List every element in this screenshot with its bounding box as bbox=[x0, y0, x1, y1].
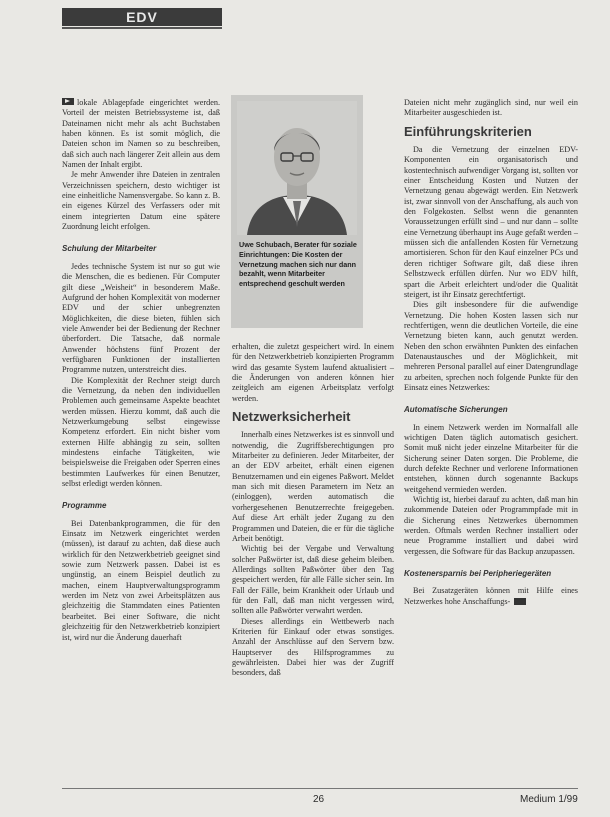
col3-paragraph-2: Da die Vernetzung der einzelnen EDV-Komponenten ein organisatorisch und kostentechnisch aufwendiger Vorgang ist, sollten vor einer Entscheidung Kosten und Nutzen der Vernetzung genau abgewägt werden. Ein Netzwerk ist, zwar sinnvoll von der Anschaffung, als auch von den Folgekosten. Selbst wenn die genannten Voraussetzungen erfüllt sind – und nur dann – sollte eine Vernetzung überhaupt ins Auge gefaßt werden – müssen sich die anfallenden Kosten für Vernetzung amortisieren. Schon für den Kauf einzelner PCs und deren richtiger Software gilt, daß diese ihren Selbstzweck erfüllen dürfen. Nur wo EDV hilft, spart die Arbeit erleichtert und/oder die Qualität steigert, ist ihr Einsatz gerechtfertigt. bbox=[404, 145, 578, 299]
col2-paragraph-4: Dieses allerdings ein Wettbewerb nach Kriterien für Einkauf oder etwas sonstiges. Anzahl der Anschlüsse auf den Servern bzw. Hauptserver des Hilfsprogrammes zu gewährleisten. Dabei hier was der Zugriff besonders, daß bbox=[232, 616, 394, 678]
continue-arrow-icon bbox=[514, 598, 526, 605]
section-rule bbox=[62, 27, 222, 29]
page-number: 26 bbox=[313, 794, 325, 805]
portrait-photo-box bbox=[231, 95, 363, 328]
col3-paragraph-1: Dateien nicht mehr zugänglich sind, nur weil ein Mitarbeiter ausgeschieden ist. bbox=[404, 98, 578, 118]
column-2 bbox=[232, 342, 394, 679]
portrait-illustration bbox=[237, 101, 357, 235]
footer-rule bbox=[62, 788, 578, 789]
subheading-programme: Programme bbox=[62, 501, 107, 511]
column-1 bbox=[62, 98, 220, 643]
col3-paragraph-5: Wichtig ist, hierbei darauf zu achten, daß man hin zukommende Dateien oder Programmpfade mit in die Sicherung eines Netzwerkes übernommen werden. Oftmals werden Rechner installiert oder neue Programme installiert und dabei wird vergessen, die Software für das Backup anzupassen. bbox=[404, 495, 578, 556]
portrait-photo bbox=[237, 101, 357, 235]
photo-caption: Uwe Schubach, Berater für soziale Einrichtungen: Die Kosten der Vernetzung machen sich nur dann bezahlt, wenn Mitarbeiter entsprechend geschult werden bbox=[239, 240, 357, 289]
col1-paragraph-3: Jedes technische System ist nur so gut wie die Menschen, die es bedienen. Für Computer gilt diese „Weisheit“ in besonderem Maße. Aufgrund der hohen Komplexität von moderner EDV und der schier unbegrenzten Möglichkeiten, die diese bieten, fühlen sich viele Anwender bei der Bedienung der Rechner überfordert. Die Tatsache, daß normale Anwender höchstens fünf Prozent der verfügbaren Funktionen der installierten Programme nutzen, unterstreicht dies. bbox=[62, 261, 220, 375]
col2-paragraph-3: Wichtig bei der Vergabe und Verwaltung solcher Paßwörter ist, daß diese geheim bleiben. Allerdings sollten Paßwörter über den Tag gespeichert werden, für alle Fälle sicher sein. Im Fall der Fälle, beim Krankheit oder Urlaub und für den Fall, daß man nicht vergessen wird, sollten alle Paßwörter verwahrt werden. bbox=[232, 544, 394, 616]
col2-paragraph-1: erhalten, die zuletzt gespeichert wird. In einem für den Netzwerkbetrieb konzipierten Programm wird das gesamte System laufend aktualisiert – die Änderungen von anderen können hier zeitgleich am eigenen Arbeitsplatz verfolgt werden. bbox=[232, 342, 394, 403]
subheading-schulung: Schulung der Mitarbeiter bbox=[62, 244, 157, 254]
col3-paragraph-6: Bei Zusatzgeräten können mit Hilfe eines Netzwerkes hohe Anschaffungs- bbox=[404, 586, 578, 606]
subheading-kostenersparnis: Kostenersparnis bei Peripheriegeräten bbox=[404, 569, 552, 579]
col1-paragraph-5: Bei Datenbankprogrammen, die für den Einsatz im Netzwerk eingerichtet werden (müssen), ist darauf zu achten, daß diese auch wirklich für den Netzwerkbetrieb geeignet sind sowie zum Netzwerk passen. Dabei ist es ungünstig, an einem Beispiel deutlich zu machen, einem Hauptverwaltungsprogramm werden im Netz von zwei Arbeitsplätzen aus gleichzeitig die Stammdaten eines Patienten bearbeitet. Bei einer Software, die nicht gleichzeitig für den Netzwerkbetrieb konzipiert ist, wird nur die Änderung dauerhaft bbox=[62, 518, 220, 642]
section-tab: EDV bbox=[62, 8, 222, 26]
subheading-sicherungen: Automatische Sicherungen bbox=[404, 405, 508, 415]
col2-paragraph-2: Innerhalb eines Netzwerkes ist es sinnvoll und notwendig, die Zugriffsberechtigungen pro Mitarbeiter zu definieren. Jeder Mitarbeiter, der an der EDV arbeitet, erhält einen eigenen Benutzernamen und ein eigenes Paßwort. Meldet man sich mit diesen Parametern im Netz an (einloggen), werden automatisch die vorhergesehenen Benutzerrechte freigegeben. Auf diese Art erhält jeder Zugang zu den Programmen und Dateien, die er für die tägliche Arbeit benötigt. bbox=[232, 430, 394, 543]
column-3 bbox=[404, 98, 578, 607]
col1-intro-paragraph: lokale Ablagepfade eingerichtet werden. Vorteil der meisten Betriebssysteme ist, daß Dateinamen nicht mehr als acht Buchstaben haben können. Es ist somit möglich, die Dateien schon im Namen so zu beschreiben, daß sich auch nach längerer Zeit allein aus dem Namen der Inhalt ergibt. bbox=[62, 98, 220, 170]
col3-paragraph-3: Dies gilt insbesondere für die aufwendige Vernetzung. Die hohen Kosten lassen sich nur rechtfertigen, wenn die deutlichen Vorteile, die eine Vernetzung bieten kann, auch genutzt werden. Neben den schon erwähnten Punkten des einfachen Datenaustausches und der Möglichkeit, mit mehreren Personal parallel auf einer Datengrundlage zu arbeiten, sprechen noch folgende Punkte für den Einsatz eines Netzwerkes: bbox=[404, 300, 578, 392]
col1-paragraph-4: Die Komplexität der Rechner steigt durch die Vernetzung, da neben den individuellen Problemen auch gemeinsame Aspekte beachtet werden müssen. Hierzu kommt, daß auch die Netzwerkumgebung selbst eingewisse Kompetenz erfordert. Ein nicht bisher vom externen Hilfe abhängig zu sein, sollten mindestens einfache Tätigkeiten, wie beispielsweise die Freigaben oder Sperren eines bestimmten Laufwerkes für einen Benutzer, selbst erledigt werden können. bbox=[62, 375, 220, 489]
magazine-issue: Medium 1/99 bbox=[520, 794, 578, 805]
col3-paragraph-4: In einem Netzwerk werden im Normalfall alle wichtigen Daten täglich automatisch gesichert. Somit muß nicht jeder einzelne Mitarbeiter für die Sicherung seiner Daten sorgen. Die Probleme, die durch defekte Rechner und verlorene Informationen entstehen, können durch sogenannte Backups weitgehend vermieden werden. bbox=[404, 422, 578, 494]
arrow-bullet-icon bbox=[62, 98, 74, 105]
heading-netzwerksicherheit: Netzwerksicherheit bbox=[232, 409, 351, 425]
col1-paragraph-2: Je mehr Anwender ihre Dateien in zentralen Verzeichnissen speichern, desto wichtiger ist eine einheitliche Namensvergabe. So kann z. B. ein eigenes Kürzel des Verfassers oder mit einem integrierten Datum eine spätere Zuordnung leicht erfolgen. bbox=[62, 170, 220, 232]
heading-einfuehrungskriterien: Einführungskriterien bbox=[404, 123, 532, 139]
